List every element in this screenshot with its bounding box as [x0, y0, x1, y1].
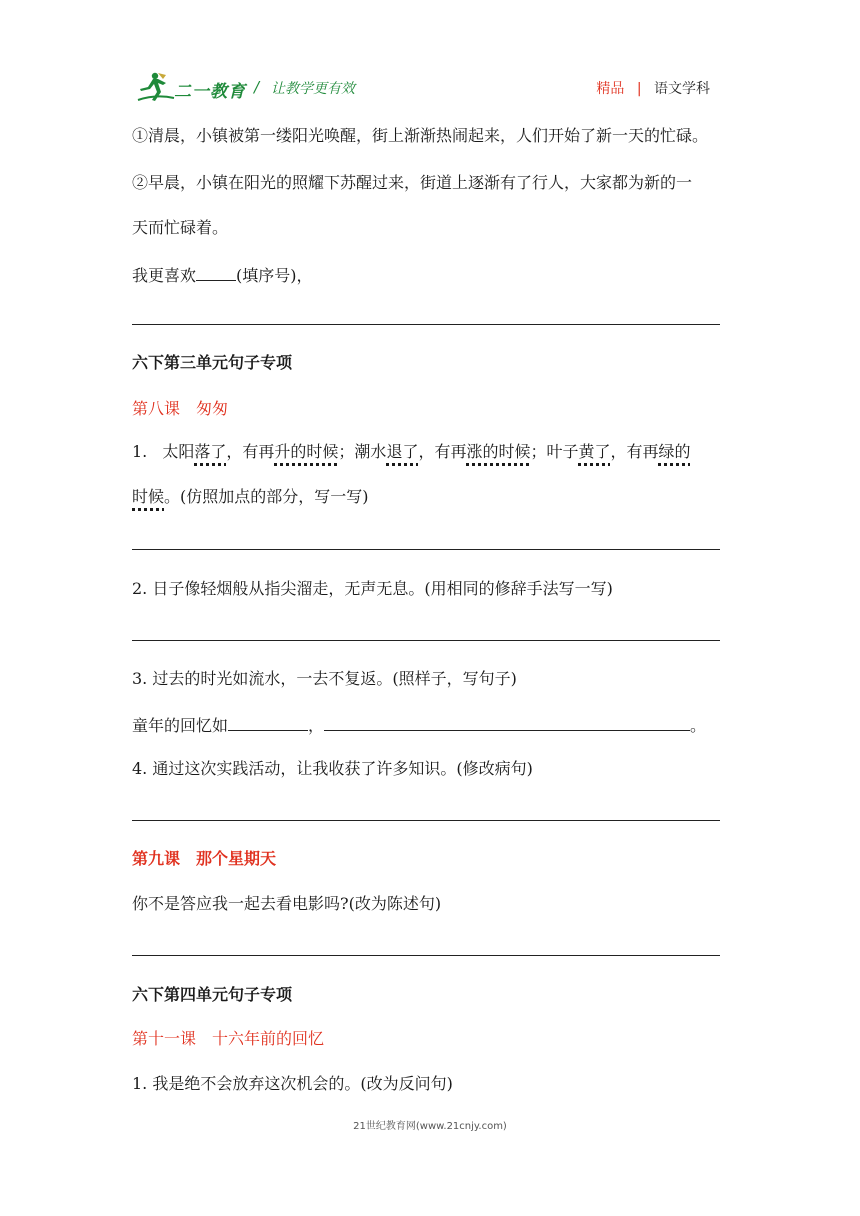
dotted-text: 落了: [194, 442, 227, 461]
header-slogan: 让教学更有效: [271, 81, 355, 97]
tag-quality: 精品: [596, 81, 625, 97]
answer-line[interactable]: [132, 549, 720, 550]
lesson11-q1: 1. 我是绝不会放弃这次机会的。(改为反问句): [132, 1074, 453, 1093]
prefer-blank[interactable]: [196, 264, 236, 281]
lesson8-q3: 3. 过去的时光如流水，一去不复返。(照样子，写句子): [132, 669, 517, 688]
header-divider-slash: /: [254, 78, 260, 96]
header-logo: [136, 70, 246, 104]
unit3-title: 六下第三单元句子专项: [132, 353, 293, 372]
fill-blank-short[interactable]: [228, 714, 308, 731]
lesson8-q2: 2. 日子像轻烟般从指尖溜走，无声无息。(用相同的修辞手法写一写): [132, 579, 613, 598]
dotted-text: 时候: [132, 487, 165, 506]
answer-line[interactable]: [132, 324, 720, 325]
option-2-line1: ②早晨，小镇在阳光的照耀下苏醒过来，街道上逐渐有了行人，大家都为新的一: [132, 173, 693, 192]
prefer-suffix: (填序号)，: [236, 266, 313, 285]
option-2-line2: 天而忙碌着。: [132, 218, 229, 237]
dotted-text: 黄了: [578, 442, 611, 461]
answer-line[interactable]: [132, 640, 720, 641]
brand-name: 二一教育: [174, 82, 246, 102]
page-footer: 21世纪教育网(www.21cnjy.com): [353, 1121, 507, 1132]
lesson11-title: 第十一课 十六年前的回忆: [132, 1029, 325, 1048]
option-1: ①清晨，小镇被第一缕阳光唤醒，街上渐渐热闹起来，人们开始了新一天的忙碌。: [132, 126, 709, 145]
dotted-text: 涨的时候: [466, 442, 531, 461]
lesson8-title: 第八课 匆匆: [132, 399, 229, 418]
unit4-title: 六下第四单元句子专项: [132, 985, 293, 1004]
lesson8-q1-line1: 1. 太阳落了，有再升的时候；潮水退了，有再涨的时候；叶子黄了，有再绿的: [132, 442, 691, 461]
prefer-line: [132, 264, 313, 287]
tag-subject: 语文学科: [654, 81, 710, 97]
dotted-text: 退了: [386, 442, 419, 461]
answer-line[interactable]: [132, 955, 720, 956]
lesson9-title: 第九课 那个星期天: [132, 849, 277, 868]
lesson8-q1-line2: 时候。(仿照加点的部分，写一写): [132, 487, 369, 506]
dotted-text: 绿的: [658, 442, 691, 461]
prefer-prefix: 我更喜欢: [132, 266, 197, 285]
answer-line[interactable]: [132, 820, 720, 821]
lesson8-q4: 4. 通过这次实践活动，让我收获了许多知识。(修改病句): [132, 759, 533, 778]
fill-blank-long[interactable]: [324, 714, 690, 731]
lesson8-q3-fill: 童年的回忆如 ， 。: [132, 716, 707, 735]
tag-separator: |: [636, 81, 642, 97]
runner-logo-icon: [136, 70, 176, 104]
header-tags: [596, 78, 710, 98]
dotted-text: 升的时候: [274, 442, 339, 461]
lesson9-question: 你不是答应我一起去看电影吗?(改为陈述句): [132, 894, 442, 913]
